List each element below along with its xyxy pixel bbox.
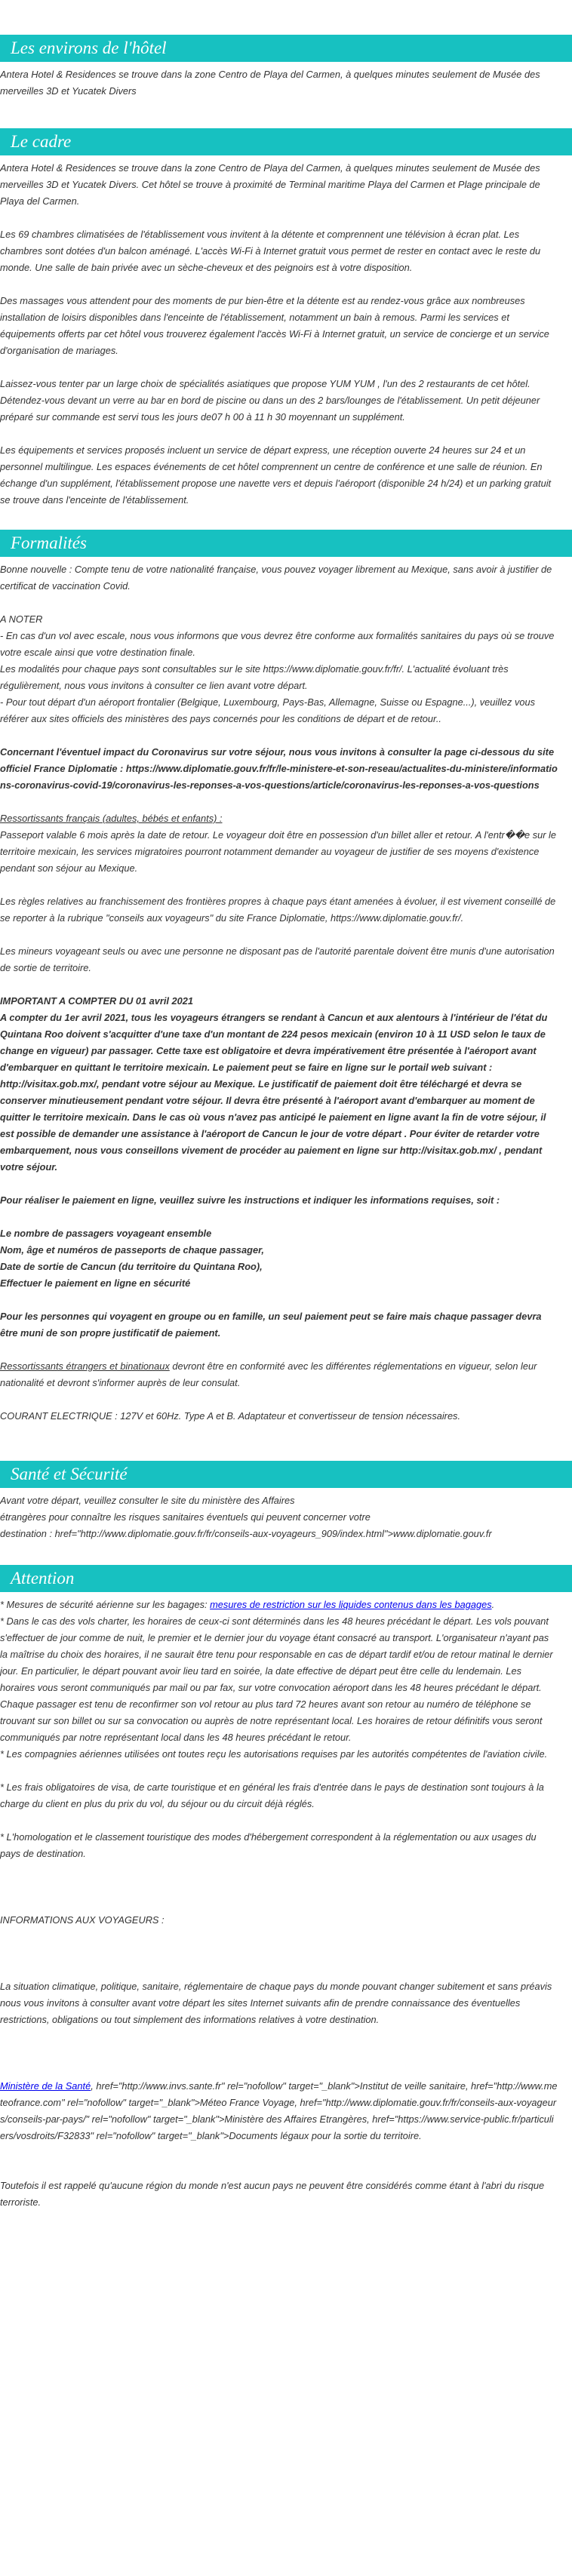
paragraph: Passeport valable 6 mois après la date de retour. Le voyageur doit être en possession d'un billet aller et retour. A l'entr��e sur le territoire mexicain, les services migratoires pourront notamment demander au voyageur de justifier de ses moyens d'existence pendant son séjour au Mexique. [0,829,557,874]
ressortissants-label: Ressortissants français (adultes, bébés et enfants) : [0,813,223,824]
bullet: * Les compagnies aériennes utilisées ont toutes reçu les autorisations requises par les autorités compétentes de l'aviation civile. [0,1748,548,1760]
paragraph: Les 69 chambres climatisées de l'établissement vous invitent à la détente et comprennent une télévision à écran plat. Les chambres sont dotées d'un balcon aménagé. L'accès Wi-Fi à Internet gratuit vous permet de rester en contact avec le reste du monde. Une salle de bain privée avec un sèche-cheveux et des peignoirs est à votre disposition. [0,229,541,273]
section-header-formalites [0,530,572,557]
bullet: * Dans le cas des vols charter, les horaires de ceux-ci sont déterminés dans les 48 heures précédant le départ. Les vols pouvant s'effectuer de jour comme de nuit, le premier et le dernier jour du voyage étant consacré au transport. L'organisateur n'ayant pas la maîtrise du choix des horaires, il ne saurait être tenu pour responsable en cas de départ tardif et/ou de retour matinal le dernier jour. En particulier, le départ pouvant avoir lieu tard en soirée, la date effective de départ peut être celle du lendemain. Les horaires vous seront communiqués par mail ou par fax, sur votre convocation aéroport dans les 48 heures précédant le départ. Chaque passager est tenu de reconfirmer son vol retour au plus tard 72 heures avant son retour au numéro de téléphone se trouvant sur son billet ou sur sa convocation ou auprès de notre représentant local. Les horaires de retour définitifs vous seront communiqués par notre représentant local dans les 48 heures précédant le retour. [0,1615,553,1743]
liquids-restriction-link[interactable]: mesures de restriction sur les liquides contenus dans les bagages [210,1599,492,1610]
section-title: Attention [11,1569,75,1588]
paragraph: Toutefois il est rappelé qu'aucune région du monde n'est aucun pays ne peuvent être considérés comme étant à l'abri du risque terroriste. [0,2180,545,2208]
paragraph: Bonne nouvelle : Compte tenu de votre nationalité française, vous pouvez voyager librement au Mexique, sans avoir à justifier de certificat de vaccination Covid. [0,564,552,592]
paragraph [0,2078,558,2144]
paragraph: Pour réaliser le paiement en ligne, veuillez suivre les instructions et indiquer les informations requises, soit : [0,1194,500,1206]
infos-heading: INFORMATIONS AUX VOYAGEURS : [0,1914,165,1926]
paragraph: Les mineurs voyageant seuls ou avec une personne ne disposant pas de l'autorité parentale doivent être munis d'une autorisation de sortie de territoire. [0,945,555,973]
section-header-sante [0,1461,572,1488]
section-header-cadre [0,128,572,155]
paragraph: Antera Hotel & Residences se trouve dans la zone Centro de Playa del Carmen, à quelques minutes seulement de Musée des merveilles 3D et Yucatek Divers. Cet hôtel se trouve à proximité de Terminal maritime Playa del Carmen et Plage principale de Playa del Carmen. [0,162,540,207]
section-title: Santé et Sécurité [11,1465,128,1483]
paragraph: destination : href="http://www.diplomatie.gouv.fr/fr/conseils-aux-voyageurs_909/index.html">www.diplomatie.gouv.fr [0,1528,492,1539]
important-title: IMPORTANT A COMPTER DU 01 avril 2021 [0,995,193,1007]
bullet: * Les frais obligatoires de visa, de carte touristique et en général les frais d'entrée dans le pays de destination sont toujours à la charge du client en plus du prix du vol, du séjour ou du circuit déjà réglés. [0,1781,544,1809]
list-item: Effectuer le paiement en ligne en sécurité [0,1277,191,1289]
section-title: Le cadre [11,132,72,151]
ministere-sante-link[interactable]: Ministère de la Santé [0,2080,91,2092]
etrangers-label: Ressortissants étrangers et binationaux [0,1360,170,1372]
bullet-text: . [491,1599,495,1610]
paragraph: La situation climatique, politique, sanitaire, réglementaire de chaque pays du monde pouvant changer subitement et sans préavis [0,1981,552,1992]
section-header-attention [0,1565,572,1592]
section-header-environs [0,35,572,62]
note-heading: A NOTER [0,613,43,625]
paragraph: Laissez-vous tenter par un large choix de spécialités asiatiques que propose YUM YUM , l'un des 2 restaurants de cet hôtel. Détendez-vous devant un verre au bar en bord de piscine ou dans un des 2 bars/lounges de l'établissement. Un petit déjeuner préparé sur commande est servi tous les jours de07 h 00 à 11 h 30 moyennant un supplément. [0,378,540,423]
links-text: , href="http://www.invs.sante.fr" rel="nofollow" target="_blank">Institut de veille sanitaire, href="http://www.meteofrance.com" rel="nofollow" target="_blank">Méteo France Voyage, href="http://www.diplomatie.gouv.fr/fr/conseils-aux-voyageurs/conseils-par-pays/" rel="nofollow" target="_blank">Ministère des Affaires Etrangères, href="https://www.service-public.fr/particuliers/vosdroits/F32833" rel="nofollow" target="_blank">Documents légaux pour la sortie du territoire. [0,2080,558,2141]
list-item: Le nombre de passagers voyageant ensemble [0,1228,212,1239]
etrangers-text: devront être en conformité avec les différentes réglementations en vigueur, selon leur nationalité et devront s'informer auprès de leur consulat. [0,1360,537,1388]
paragraph: nous vous invitons à consulter avant votre départ les sites Internet suivants afin de prendre connaissance des éventuelles restrictions, obligations ou tout simplement des informations relatives à votre destination. [0,1997,521,2025]
important-text: A compter du 1er avril 2021, tous les voyageurs étrangers se rendant à Cancun et aux alentours à l'intérieur de l'état du Quintana Roo doivent s'acquitter d'une taxe d'un montant de 224 pesos mexicain (environ 10 à 11 USD selon le taux de change en vigueur) par passager. Cette taxe est obligatoire et devra impérativement être présentée à l'aéroport avant d'embarquer en quittant le territoire mexicain. Le paiement peut se faire en ligne sur le portail web suivant : http://visitax.gob.mx/, pendant votre séjour au Mexique. Le justificatif de paiement doit être téléchargé et devra se conserver minutieusement pendant votre séjour. Il devra être présenté à l'aéroport avant d'embarquer au moment de quitter le territoire mexicain. Dans le cas où vous n'avez pas anticipé le paiement en ligne avant la fin de votre séjour, il est possible de demander une assistance à l'aéroport de Cancun le jour de votre départ . Pour éviter de retarder votre embarquement, nous vous conseillons vivement de procéder au paiement en ligne sur http://visitax.gob.mx/ , pendant votre séjour. [0,1012,548,1173]
paragraph: Pour les personnes qui voyagent en groupe ou en famille, un seul paiement peut se faire mais chaque passager devra être muni de son propre justificatif de paiement. [0,1311,542,1339]
covid-notice: Concernant l'éventuel impact du Coronavirus sur votre séjour, nous vous invitons à consulter la page ci-dessous du site officiel France Diplomatie : https://www.diplomatie.gouv.fr/fr/le-ministere-et-son-reseau/actualites-du-ministere/informations-coronavirus-covid-19/coronavirus-les-reponses-a-vos-questions/article/coronavirus-les-reponses-a-vos-questions [0,746,558,791]
list-item: Nom, âge et numéros de passeports de chaque passager, [0,1244,264,1256]
paragraph: Les équipements et services proposés incluent un service de départ express, une réception ouverte 24 heures sur 24 et un personnel multilingue. Les espaces événements de cet hôtel comprennent un centre de conférence et une salle de réunion. En échange d'un supplément, l'établissement propose une navette vers et depuis l'aéroport (disponible 24 h/24) et un parking gratuit se trouve dans l'enceinte de l'établissement. [0,444,552,506]
paragraph: Des massages vous attendent pour des moments de pur bien-être et la détente est au rendez-vous grâce aux nombreuses installation de loisirs disponibles dans l'enceinte de l'établissement, notamment un bain à remous. Parmi les services et équipements offerts par cet hôtel vous trouverez également l'accès Wi-Fi à Internet gratuit, un service de concierge et un service d'organisation de mariages. [0,295,549,356]
section-title: Les environs de l'hôtel [11,38,167,57]
paragraph: Antera Hotel & Residences se trouve dans la zone Centro de Playa del Carmen, à quelques minutes seulement de Musée des merveilles 3D et Yucatek Divers [0,69,540,97]
note-line: - En cas d'un vol avec escale, nous vous informons que vous devrez être conforme aux formalités sanitaires du pays où se trouve votre escale ainsi que votre destination finale. [0,630,555,658]
section-title: Formalités [11,533,87,552]
bullet-text: * Mesures de sécurité aérienne sur les bagages: [0,1599,211,1610]
paragraph: COURANT ELECTRIQUE : 127V et 60Hz. Type A et B. Adaptateur et convertisseur de tension nécessaires. [0,1410,461,1422]
note-line: Les modalités pour chaque pays sont consultables sur le site https://www.diplomatie.gouv.fr/fr/. L'actualité évoluant très régulièrement, nous vous invitons à consulter ce lien avant votre départ. [0,663,509,691]
paragraph: Les règles relatives au franchissement des frontières propres à chaque pays étant amenées à évoluer, il est vivement conseillé de se reporter à la rubrique "conseils aux voyageurs" du site France Diplomatie, https://www.diplomatie.gouv.fr/. [0,896,556,924]
bullet: * L'homologation et le classement touristique des modes d'hébergement correspondent à la réglementation ou aux usages du pays de destination. [0,1831,537,1859]
paragraph: Avant votre départ, veuillez consulter le site du ministère des Affaires [0,1495,295,1506]
paragraph [0,1358,558,1391]
list-item: Date de sortie de Cancun (du territoire du Quintana Roo), [0,1261,263,1272]
note-line: - Pour tout départ d'un aéroport frontalier (Belgique, Luxembourg, Pays-Bas, Allemagne, Suisse ou Espagne...), veuillez vous référer aux sites officiels des ministères des pays concernés pour les conditions de départ et de retour.. [0,696,536,724]
paragraph: étrangères pour connaître les risques sanitaires éventuels qui peuvent concerner votre [0,1511,371,1523]
bullet [0,1597,558,1613]
